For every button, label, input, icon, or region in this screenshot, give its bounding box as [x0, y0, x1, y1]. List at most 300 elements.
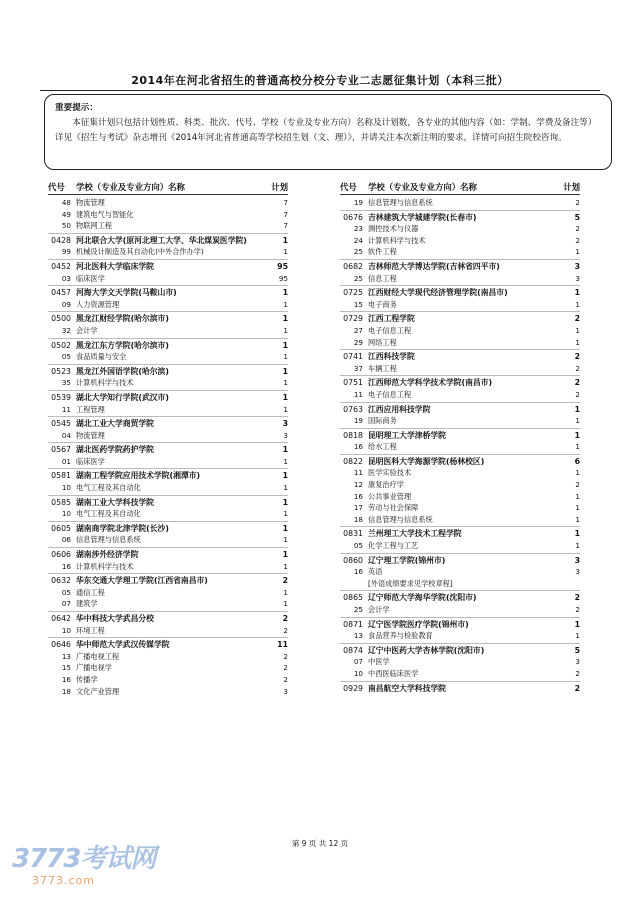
- entry-name: 河海大学文天学院(马鞍山市): [76, 288, 177, 298]
- major-row: [340, 337, 580, 349]
- major-row: [340, 325, 580, 337]
- major-row: [48, 534, 288, 546]
- entry-name: 计算机科学与技术: [76, 378, 134, 388]
- major-row: [48, 209, 288, 221]
- school-row: [48, 549, 288, 561]
- entry-name: 湖北大学知行学院(武汉市): [76, 392, 169, 402]
- entry-count: 1: [575, 416, 580, 426]
- entry-count: 3: [575, 567, 580, 577]
- school-row: [48, 235, 288, 247]
- entry-name: 江西师范大学科学技术学院(南昌市): [368, 378, 493, 388]
- entry-name: 湖南涉外经济学院: [76, 550, 139, 560]
- row-divider: [48, 416, 288, 417]
- entry-code: 25: [353, 605, 363, 614]
- entry-code: 11: [353, 389, 363, 399]
- major-row: [48, 598, 288, 610]
- entry-code: 0871: [343, 619, 363, 629]
- school-row: [340, 261, 580, 273]
- major-row: [340, 441, 580, 453]
- entry-count: 1: [282, 471, 288, 481]
- entry-name: 通信工程: [76, 587, 105, 597]
- school-row: [48, 613, 288, 625]
- school-row: [48, 470, 288, 482]
- school-row: [48, 639, 288, 651]
- entry-name: 机械设计制造及其自动化(中外合作办学): [76, 247, 204, 257]
- entry-name: 会计学: [76, 325, 98, 335]
- entry-count: 1: [575, 541, 580, 551]
- entry-code: 10: [61, 483, 71, 493]
- entry-code: 05: [61, 587, 71, 597]
- school-row: [48, 313, 288, 325]
- row-divider: [340, 617, 580, 618]
- entry-code: 0502: [51, 340, 71, 350]
- entry-code: 0865: [343, 593, 363, 603]
- entry-code: 0605: [51, 523, 71, 533]
- entry-code: 0581: [51, 471, 71, 481]
- entry-code: 16: [353, 491, 363, 501]
- entry-count: 1: [282, 235, 288, 245]
- note-row: [340, 578, 580, 590]
- school-row: [340, 683, 580, 695]
- entry-code: 99: [61, 247, 71, 257]
- entry-count: 2: [283, 651, 288, 661]
- entry-count: 2: [575, 605, 580, 614]
- entry-name: 工程管理: [76, 404, 105, 414]
- entry-code: 32: [61, 325, 71, 335]
- school-row: [340, 528, 580, 540]
- row-divider: [340, 349, 580, 350]
- entry-count: 2: [574, 352, 580, 362]
- row-divider: [48, 468, 288, 469]
- entry-code: 0741: [343, 352, 363, 362]
- entry-name: 传播学: [76, 674, 98, 684]
- entry-name: 软件工程: [368, 247, 397, 257]
- entry-count: 2: [575, 480, 580, 490]
- entry-code: 0585: [51, 497, 71, 507]
- entry-name: 江西科技学院: [368, 352, 415, 362]
- entry-name: 临床医学: [76, 456, 105, 466]
- major-row: [340, 467, 580, 479]
- major-row: [48, 404, 288, 416]
- school-row: [340, 212, 580, 224]
- row-divider: [48, 285, 288, 286]
- entry-name: 临床医学: [76, 273, 105, 283]
- entry-name: 中医学: [368, 657, 390, 667]
- row-divider: [48, 611, 288, 612]
- entry-count: 2: [575, 389, 580, 399]
- major-row: [48, 662, 288, 674]
- entry-code: 0545: [51, 419, 71, 429]
- entry-count: 3: [283, 430, 288, 440]
- entry-code: 0523: [51, 366, 71, 376]
- entry-code: 0751: [343, 378, 363, 388]
- entry-code: 19: [353, 416, 363, 426]
- entry-name: 湖南工程学院应用技术学院(湘潭市): [76, 471, 201, 481]
- entry-count: 2: [575, 224, 580, 234]
- entry-code: 0632: [51, 576, 71, 586]
- entry-code: [340, 578, 368, 590]
- entry-count: 1: [283, 247, 288, 257]
- school-row: [48, 340, 288, 352]
- left-entries: [48, 197, 288, 697]
- entry-name: 人力资源管理: [76, 299, 120, 309]
- entry-count: 1: [283, 587, 288, 597]
- major-row: [340, 273, 580, 285]
- entry-name: 昆明理工大学津桥学院: [368, 430, 446, 440]
- column-header: [48, 180, 288, 195]
- entry-name: 化学工程与工艺: [368, 541, 419, 551]
- school-row: [48, 261, 288, 273]
- entry-count: 1: [282, 314, 288, 324]
- entry-code: 05: [61, 352, 71, 362]
- entry-count: 2: [283, 674, 288, 684]
- header-code: 代号: [48, 182, 65, 192]
- major-row: [48, 625, 288, 637]
- entry-name: 河北医科大学临床学院: [76, 261, 154, 271]
- entry-name: 网络工程: [368, 337, 397, 347]
- entry-name: 给水工程: [368, 442, 397, 452]
- major-row: [48, 430, 288, 442]
- entry-name: 建筑电气与智能化: [76, 209, 134, 219]
- entry-name: 物流管理: [76, 198, 105, 207]
- row-divider: [48, 442, 288, 443]
- entry-name: 电子商务: [368, 299, 397, 309]
- entry-count: 1: [575, 631, 580, 641]
- entry-name: 南昌航空大学科技学院: [368, 683, 446, 693]
- entry-name: 食品营养与检验教育: [368, 631, 433, 641]
- left-column: [48, 180, 288, 697]
- entry-count: 1: [283, 535, 288, 545]
- entry-count: 3: [574, 261, 580, 271]
- header-name: 学校（专业及专业方向）名称: [76, 182, 185, 192]
- entry-count: 1: [283, 378, 288, 388]
- entry-count: 2: [575, 668, 580, 678]
- school-row: [340, 351, 580, 363]
- row-divider: [48, 637, 288, 638]
- entry-count: 1: [575, 503, 580, 513]
- school-row: [48, 287, 288, 299]
- notice-box: [44, 94, 612, 170]
- entry-code: 13: [353, 631, 363, 641]
- entry-name: 电子信息工程: [368, 389, 412, 399]
- entry-name: 湖北工业大学商贸学院: [76, 419, 154, 429]
- entry-name: 辽宁理工学院(锦州市): [368, 555, 446, 565]
- entry-count: 2: [575, 198, 580, 207]
- row-divider: [340, 259, 580, 260]
- school-row: [340, 592, 580, 604]
- entry-code: 24: [353, 235, 363, 245]
- entry-count: 3: [575, 273, 580, 283]
- entry-code: 0452: [51, 261, 71, 271]
- major-row: [48, 246, 288, 258]
- major-row: [340, 514, 580, 526]
- entry-code: 0682: [343, 261, 363, 271]
- entry-name: 信息管理与信息系统: [368, 514, 433, 524]
- entry-code: 18: [353, 514, 363, 524]
- row-divider: [340, 643, 580, 644]
- entry-code: 09: [61, 299, 71, 309]
- entry-count: 95: [278, 273, 288, 283]
- row-divider: [48, 259, 288, 260]
- entry-code: 07: [61, 599, 71, 609]
- entry-name: 兰州理工大学技术工程学院: [368, 529, 462, 539]
- major-row: [340, 566, 580, 578]
- title-rule: [40, 90, 600, 91]
- right-entries: [340, 197, 580, 694]
- entry-code: 11: [353, 468, 363, 478]
- major-row: [340, 246, 580, 258]
- row-divider: [340, 311, 580, 312]
- row-divider: [48, 311, 288, 312]
- entry-code: 0818: [343, 430, 363, 440]
- entry-code: 0874: [343, 645, 363, 655]
- entry-code: 18: [61, 686, 71, 696]
- school-row: [340, 456, 580, 468]
- school-row: [48, 418, 288, 430]
- entry-name: 电气工程及其自动化: [76, 483, 141, 493]
- entry-count: 2: [575, 235, 580, 245]
- entry-code: 0539: [51, 392, 71, 402]
- entry-code: 37: [353, 363, 363, 373]
- entry-count: 1: [283, 483, 288, 493]
- entry-code: 01: [61, 456, 71, 466]
- school-row: [340, 313, 580, 325]
- entry-count: 3: [575, 657, 580, 667]
- entry-name: 辽宁中医药大学杏林学院(沈阳市): [368, 645, 485, 655]
- entry-count: 1: [282, 288, 288, 298]
- entry-name: 辽宁医学院医疗学院(锦州市): [368, 619, 469, 629]
- right-column: [340, 180, 580, 694]
- entry-name: 江西财经大学现代经济管理学院(南昌市): [368, 288, 508, 298]
- school-row: [340, 555, 580, 567]
- entry-code: 0457: [51, 288, 71, 298]
- entry-name: 公共事业管理: [368, 491, 412, 501]
- school-row: [48, 366, 288, 378]
- entry-name: 信息工程: [368, 273, 397, 283]
- entry-code: 05: [353, 541, 363, 551]
- entry-name: 信息管理与信息系统: [76, 535, 141, 545]
- entry-count: 6: [574, 456, 580, 466]
- row-divider: [48, 547, 288, 548]
- entry-code: 16: [61, 561, 71, 571]
- entry-name: 吉林建筑大学城建学院(长春市): [368, 212, 477, 222]
- entry-count: 1: [283, 599, 288, 609]
- row-divider: [340, 428, 580, 429]
- school-row: [340, 404, 580, 416]
- entry-count: 1: [282, 340, 288, 350]
- entry-name: 电气工程及其自动化: [76, 509, 141, 519]
- entry-name: 湖北医药学院药护学院: [76, 445, 154, 455]
- entry-code: 16: [61, 674, 71, 684]
- entry-count: 2: [574, 314, 580, 324]
- entry-code: 25: [353, 273, 363, 283]
- entry-count: 1: [574, 619, 580, 629]
- row-divider: [48, 390, 288, 391]
- entry-count: 1: [282, 445, 288, 455]
- major-row: [340, 197, 580, 209]
- school-row: [48, 523, 288, 535]
- watermark-logo: 3773考试网: [12, 844, 156, 874]
- entry-name: 江西应用科技学院: [368, 404, 431, 414]
- row-divider: [340, 454, 580, 455]
- major-row: [340, 299, 580, 311]
- entry-name: 文化产业管理: [76, 686, 120, 696]
- major-row: [340, 540, 580, 552]
- row-divider: [340, 375, 580, 376]
- entry-code: 0567: [51, 445, 71, 455]
- school-row: [340, 287, 580, 299]
- entry-code: 0729: [343, 314, 363, 324]
- entry-code: 0725: [343, 288, 363, 298]
- entry-name: 食品质量与安全: [76, 352, 127, 362]
- entry-code: 15: [353, 299, 363, 309]
- school-row: [340, 377, 580, 389]
- school-row: [340, 645, 580, 657]
- entry-name: 广播电视学: [76, 663, 112, 673]
- entry-name: 车辆工程: [368, 363, 397, 373]
- entry-code: 16: [353, 567, 363, 577]
- entry-count: 1: [575, 299, 580, 309]
- entry-count: 7: [283, 221, 288, 231]
- entry-code: 12: [353, 480, 363, 490]
- major-row: [340, 656, 580, 668]
- entry-count: 11: [277, 640, 288, 650]
- entry-count: 1: [575, 337, 580, 347]
- major-row: [48, 377, 288, 389]
- entry-name: 物流管理: [76, 430, 105, 440]
- entry-count: 7: [283, 198, 288, 207]
- row-divider: [340, 402, 580, 403]
- entry-count: 95: [277, 261, 288, 271]
- entry-code: 0428: [51, 235, 71, 245]
- entry-code: 07: [353, 657, 363, 667]
- entry-name: 会计学: [368, 605, 390, 614]
- major-row: [48, 561, 288, 573]
- entry-name: 华中师范大学武汉传媒学院: [76, 640, 170, 650]
- entry-name: 黑龙江外国语学院(哈尔滨): [76, 366, 169, 376]
- major-row: [48, 456, 288, 468]
- entry-name: 计算机科学与技术: [368, 235, 426, 245]
- entry-count: 1: [575, 491, 580, 501]
- entry-code: 10: [61, 625, 71, 635]
- entry-count: 1: [283, 352, 288, 362]
- major-row: [340, 604, 580, 616]
- entry-code: 0929: [343, 683, 363, 693]
- entry-name: 华东交通大学理工学院(江西省南昌市): [76, 576, 208, 586]
- entry-count: 3: [282, 419, 288, 429]
- entry-code: 11: [61, 404, 71, 414]
- entry-name: 信息管理与信息系统: [368, 198, 433, 207]
- major-row: [340, 415, 580, 427]
- entry-code: 04: [61, 430, 71, 440]
- entry-count: 2: [282, 614, 288, 623]
- entry-code: 0822: [343, 456, 363, 466]
- major-row: [340, 630, 580, 642]
- entry-count: 1: [574, 430, 580, 440]
- row-divider: [48, 233, 288, 234]
- entry-name: 计算机科学与技术: [76, 561, 134, 571]
- entry-name: 劳动与社会保障: [368, 503, 419, 513]
- entry-count: 5: [574, 645, 580, 655]
- entry-name: 测控技术与仪器: [368, 224, 419, 234]
- entry-name: 环境工程: [76, 625, 105, 635]
- header-count: 计划: [563, 182, 580, 192]
- entry-count: 2: [283, 625, 288, 635]
- entry-code: 23: [353, 224, 363, 234]
- entry-code: 06: [61, 535, 71, 545]
- entry-name: 华中科技大学武昌分校: [76, 614, 154, 623]
- entry-code: 0606: [51, 550, 71, 560]
- row-divider: [340, 526, 580, 527]
- watermark-url: 3773.com: [32, 874, 95, 887]
- row-divider: [48, 338, 288, 339]
- major-row: [340, 502, 580, 514]
- row-divider: [48, 573, 288, 574]
- entry-count: 1: [283, 404, 288, 414]
- entry-count: 2: [574, 593, 580, 603]
- entry-count: 1: [575, 514, 580, 524]
- row-divider: [48, 521, 288, 522]
- entry-name: 建筑学: [76, 599, 98, 609]
- entry-count: 2: [282, 576, 288, 586]
- entry-count: 1: [575, 247, 580, 257]
- column-header: [340, 180, 580, 195]
- major-row: [340, 479, 580, 491]
- entry-code: 0676: [343, 212, 363, 222]
- entry-name: 医学实验技术: [368, 468, 412, 478]
- entry-code: 27: [353, 325, 363, 335]
- school-row: [48, 497, 288, 509]
- entry-name: 辽宁师范大学海华学院(沈阳市): [368, 593, 477, 603]
- entry-name: 湖南工业大学科技学院: [76, 497, 154, 507]
- header-count: 计划: [271, 182, 288, 192]
- entry-code: 0646: [51, 640, 71, 650]
- entry-name: [外语成绩要求见学校章程]: [368, 578, 453, 588]
- major-row: [48, 587, 288, 599]
- school-row: [340, 619, 580, 631]
- header-code: 代号: [340, 182, 357, 192]
- row-divider: [48, 364, 288, 365]
- entry-count: 2: [574, 683, 580, 693]
- entry-name: 广播电视工程: [76, 651, 120, 661]
- entry-count: 5: [574, 212, 580, 222]
- entry-code: 0860: [343, 555, 363, 565]
- entry-count: 1: [283, 561, 288, 571]
- major-row: [48, 508, 288, 520]
- entry-code: 15: [61, 663, 71, 673]
- entry-code: 29: [353, 337, 363, 347]
- entry-name: 黑龙江财经学院(哈尔滨市): [76, 314, 169, 324]
- school-row: [340, 430, 580, 442]
- major-row: [340, 235, 580, 247]
- major-row: [340, 668, 580, 680]
- site-watermark: [12, 844, 172, 900]
- entry-code: 13: [61, 651, 71, 661]
- entry-count: 2: [574, 378, 580, 388]
- school-row: [48, 444, 288, 456]
- entry-code: 0500: [51, 314, 71, 324]
- entry-name: 吉林师范大学博达学院(吉林省四平市): [368, 261, 500, 271]
- entry-name: 湖南商学院北津学院(长沙): [76, 523, 169, 533]
- entry-count: 1: [575, 442, 580, 452]
- row-divider: [340, 210, 580, 211]
- entry-code: 35: [61, 378, 71, 388]
- entry-count: 1: [282, 392, 288, 402]
- entry-count: 1: [574, 404, 580, 414]
- entry-count: 3: [574, 555, 580, 565]
- row-divider: [340, 553, 580, 554]
- row-divider: [340, 590, 580, 591]
